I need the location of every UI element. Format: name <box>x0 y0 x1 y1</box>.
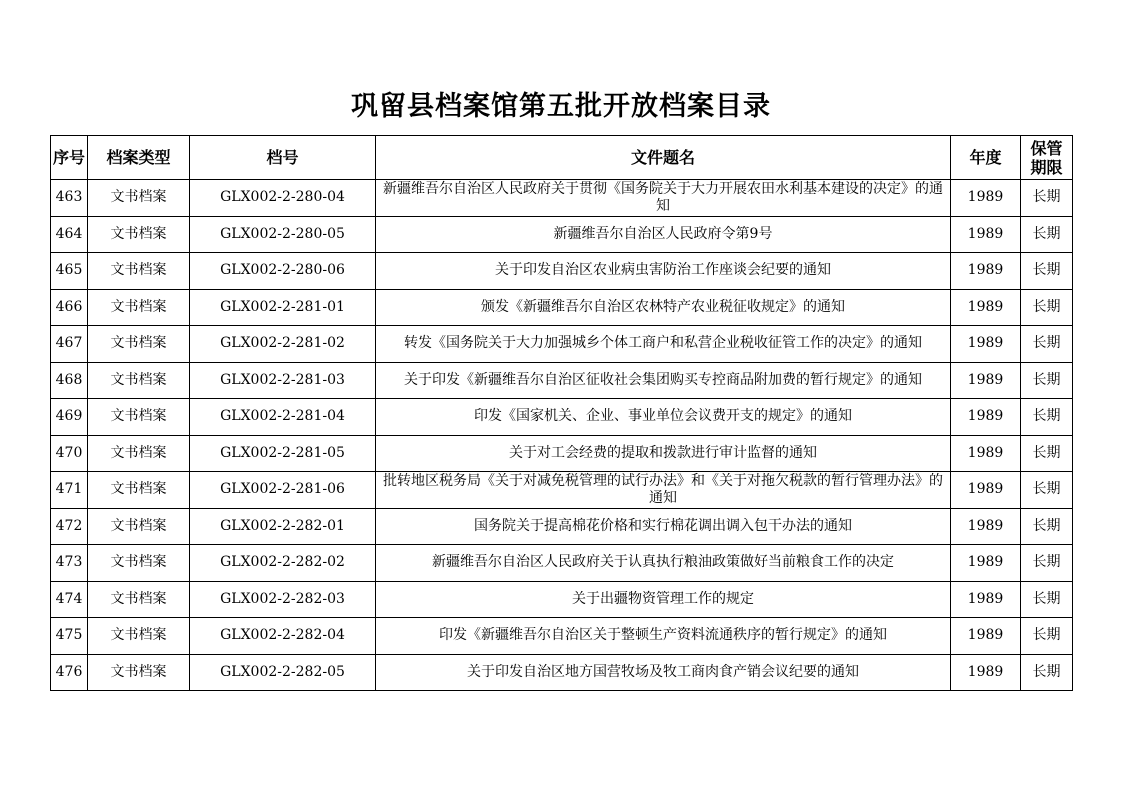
cell-doc-title: 颁发《新疆维吾尔自治区农林特产农业税征收规定》的通知 <box>376 289 951 326</box>
cell-type: 文书档案 <box>88 435 190 472</box>
cell-doc-title: 批转地区税务局《关于对减免税管理的试行办法》和《关于对拖欠税款的暂行管理办法》的通知 <box>376 472 951 509</box>
cell-archive-no: GLX002-2-280-04 <box>190 180 376 217</box>
cell-archive-no: GLX002-2-280-05 <box>190 216 376 253</box>
cell-doc-title: 关于印发《新疆维吾尔自治区征收社会集团购买专控商品附加费的暂行规定》的通知 <box>376 362 951 399</box>
header-type: 档案类型 <box>88 136 190 180</box>
cell-type: 文书档案 <box>88 253 190 290</box>
cell-retention: 长期 <box>1021 362 1073 399</box>
cell-year: 1989 <box>951 618 1021 655</box>
cell-seq: 470 <box>51 435 88 472</box>
cell-year: 1989 <box>951 435 1021 472</box>
cell-seq: 475 <box>51 618 88 655</box>
cell-year: 1989 <box>951 508 1021 545</box>
cell-doc-title: 关于印发自治区农业病虫害防治工作座谈会纪要的通知 <box>376 253 951 290</box>
table-header-row <box>51 136 1073 180</box>
cell-retention: 长期 <box>1021 253 1073 290</box>
cell-year: 1989 <box>951 581 1021 618</box>
cell-year: 1989 <box>951 472 1021 509</box>
cell-retention: 长期 <box>1021 472 1073 509</box>
cell-type: 文书档案 <box>88 216 190 253</box>
table-body <box>51 180 1073 691</box>
table-row <box>51 362 1073 399</box>
cell-retention: 长期 <box>1021 545 1073 582</box>
table-row <box>51 326 1073 363</box>
header-retention: 保管期限 <box>1021 136 1073 180</box>
cell-type: 文书档案 <box>88 362 190 399</box>
table-row <box>51 581 1073 618</box>
cell-archive-no: GLX002-2-281-04 <box>190 399 376 436</box>
cell-doc-title: 关于对工会经费的提取和拨款进行审计监督的通知 <box>376 435 951 472</box>
cell-type: 文书档案 <box>88 508 190 545</box>
cell-seq: 472 <box>51 508 88 545</box>
cell-year: 1989 <box>951 654 1021 691</box>
cell-year: 1989 <box>951 180 1021 217</box>
cell-year: 1989 <box>951 289 1021 326</box>
cell-year: 1989 <box>951 362 1021 399</box>
cell-doc-title: 关于印发自治区地方国营牧场及牧工商肉食产销会议纪要的通知 <box>376 654 951 691</box>
cell-type: 文书档案 <box>88 326 190 363</box>
cell-seq: 465 <box>51 253 88 290</box>
cell-archive-no: GLX002-2-281-02 <box>190 326 376 363</box>
cell-retention: 长期 <box>1021 654 1073 691</box>
header-doc-title: 文件题名 <box>376 136 951 180</box>
cell-type: 文书档案 <box>88 545 190 582</box>
archive-catalog-table <box>50 135 1073 691</box>
cell-retention: 长期 <box>1021 618 1073 655</box>
cell-retention: 长期 <box>1021 289 1073 326</box>
cell-doc-title: 印发《新疆维吾尔自治区关于整顿生产资料流通秩序的暂行规定》的通知 <box>376 618 951 655</box>
cell-doc-title: 转发《国务院关于大力加强城乡个体工商户和私营企业税收征管工作的决定》的通知 <box>376 326 951 363</box>
cell-type: 文书档案 <box>88 618 190 655</box>
cell-year: 1989 <box>951 399 1021 436</box>
header-year: 年度 <box>951 136 1021 180</box>
cell-archive-no: GLX002-2-282-03 <box>190 581 376 618</box>
table-row <box>51 618 1073 655</box>
cell-archive-no: GLX002-2-281-05 <box>190 435 376 472</box>
cell-archive-no: GLX002-2-282-01 <box>190 508 376 545</box>
cell-type: 文书档案 <box>88 399 190 436</box>
cell-seq: 469 <box>51 399 88 436</box>
table-row <box>51 289 1073 326</box>
cell-retention: 长期 <box>1021 399 1073 436</box>
table-row <box>51 508 1073 545</box>
cell-seq: 473 <box>51 545 88 582</box>
cell-retention: 长期 <box>1021 508 1073 545</box>
cell-doc-title: 新疆维吾尔自治区人民政府关于认真执行粮油政策做好当前粮食工作的决定 <box>376 545 951 582</box>
table-row <box>51 399 1073 436</box>
cell-archive-no: GLX002-2-282-02 <box>190 545 376 582</box>
header-seq: 序号 <box>51 136 88 180</box>
table-row <box>51 654 1073 691</box>
cell-archive-no: GLX002-2-282-04 <box>190 618 376 655</box>
cell-archive-no: GLX002-2-281-06 <box>190 472 376 509</box>
cell-year: 1989 <box>951 326 1021 363</box>
cell-retention: 长期 <box>1021 581 1073 618</box>
cell-doc-title: 印发《国家机关、企业、事业单位会议费开支的规定》的通知 <box>376 399 951 436</box>
cell-doc-title: 国务院关于提高棉花价格和实行棉花调出调入包干办法的通知 <box>376 508 951 545</box>
cell-doc-title: 新疆维吾尔自治区人民政府关于贯彻《国务院关于大力开展农田水利基本建设的决定》的通知 <box>376 180 951 217</box>
table-row <box>51 435 1073 472</box>
cell-seq: 463 <box>51 180 88 217</box>
cell-retention: 长期 <box>1021 216 1073 253</box>
cell-seq: 466 <box>51 289 88 326</box>
cell-year: 1989 <box>951 216 1021 253</box>
cell-type: 文书档案 <box>88 581 190 618</box>
cell-year: 1989 <box>951 545 1021 582</box>
cell-type: 文书档案 <box>88 289 190 326</box>
cell-retention: 长期 <box>1021 180 1073 217</box>
cell-retention: 长期 <box>1021 435 1073 472</box>
table-row <box>51 180 1073 217</box>
cell-seq: 471 <box>51 472 88 509</box>
cell-type: 文书档案 <box>88 180 190 217</box>
cell-doc-title: 新疆维吾尔自治区人民政府令第9号 <box>376 216 951 253</box>
cell-seq: 476 <box>51 654 88 691</box>
cell-type: 文书档案 <box>88 654 190 691</box>
cell-retention: 长期 <box>1021 326 1073 363</box>
cell-doc-title: 关于出疆物资管理工作的规定 <box>376 581 951 618</box>
table-row <box>51 472 1073 509</box>
cell-archive-no: GLX002-2-280-06 <box>190 253 376 290</box>
cell-seq: 467 <box>51 326 88 363</box>
cell-archive-no: GLX002-2-281-01 <box>190 289 376 326</box>
cell-archive-no: GLX002-2-282-05 <box>190 654 376 691</box>
cell-year: 1989 <box>951 253 1021 290</box>
header-archive-no: 档号 <box>190 136 376 180</box>
table-row <box>51 216 1073 253</box>
cell-seq: 464 <box>51 216 88 253</box>
cell-archive-no: GLX002-2-281-03 <box>190 362 376 399</box>
page-title: 巩留县档案馆第五批开放档案目录 <box>351 91 771 122</box>
cell-seq: 468 <box>51 362 88 399</box>
table-row <box>51 545 1073 582</box>
cell-seq: 474 <box>51 581 88 618</box>
cell-type: 文书档案 <box>88 472 190 509</box>
table-row <box>51 253 1073 290</box>
